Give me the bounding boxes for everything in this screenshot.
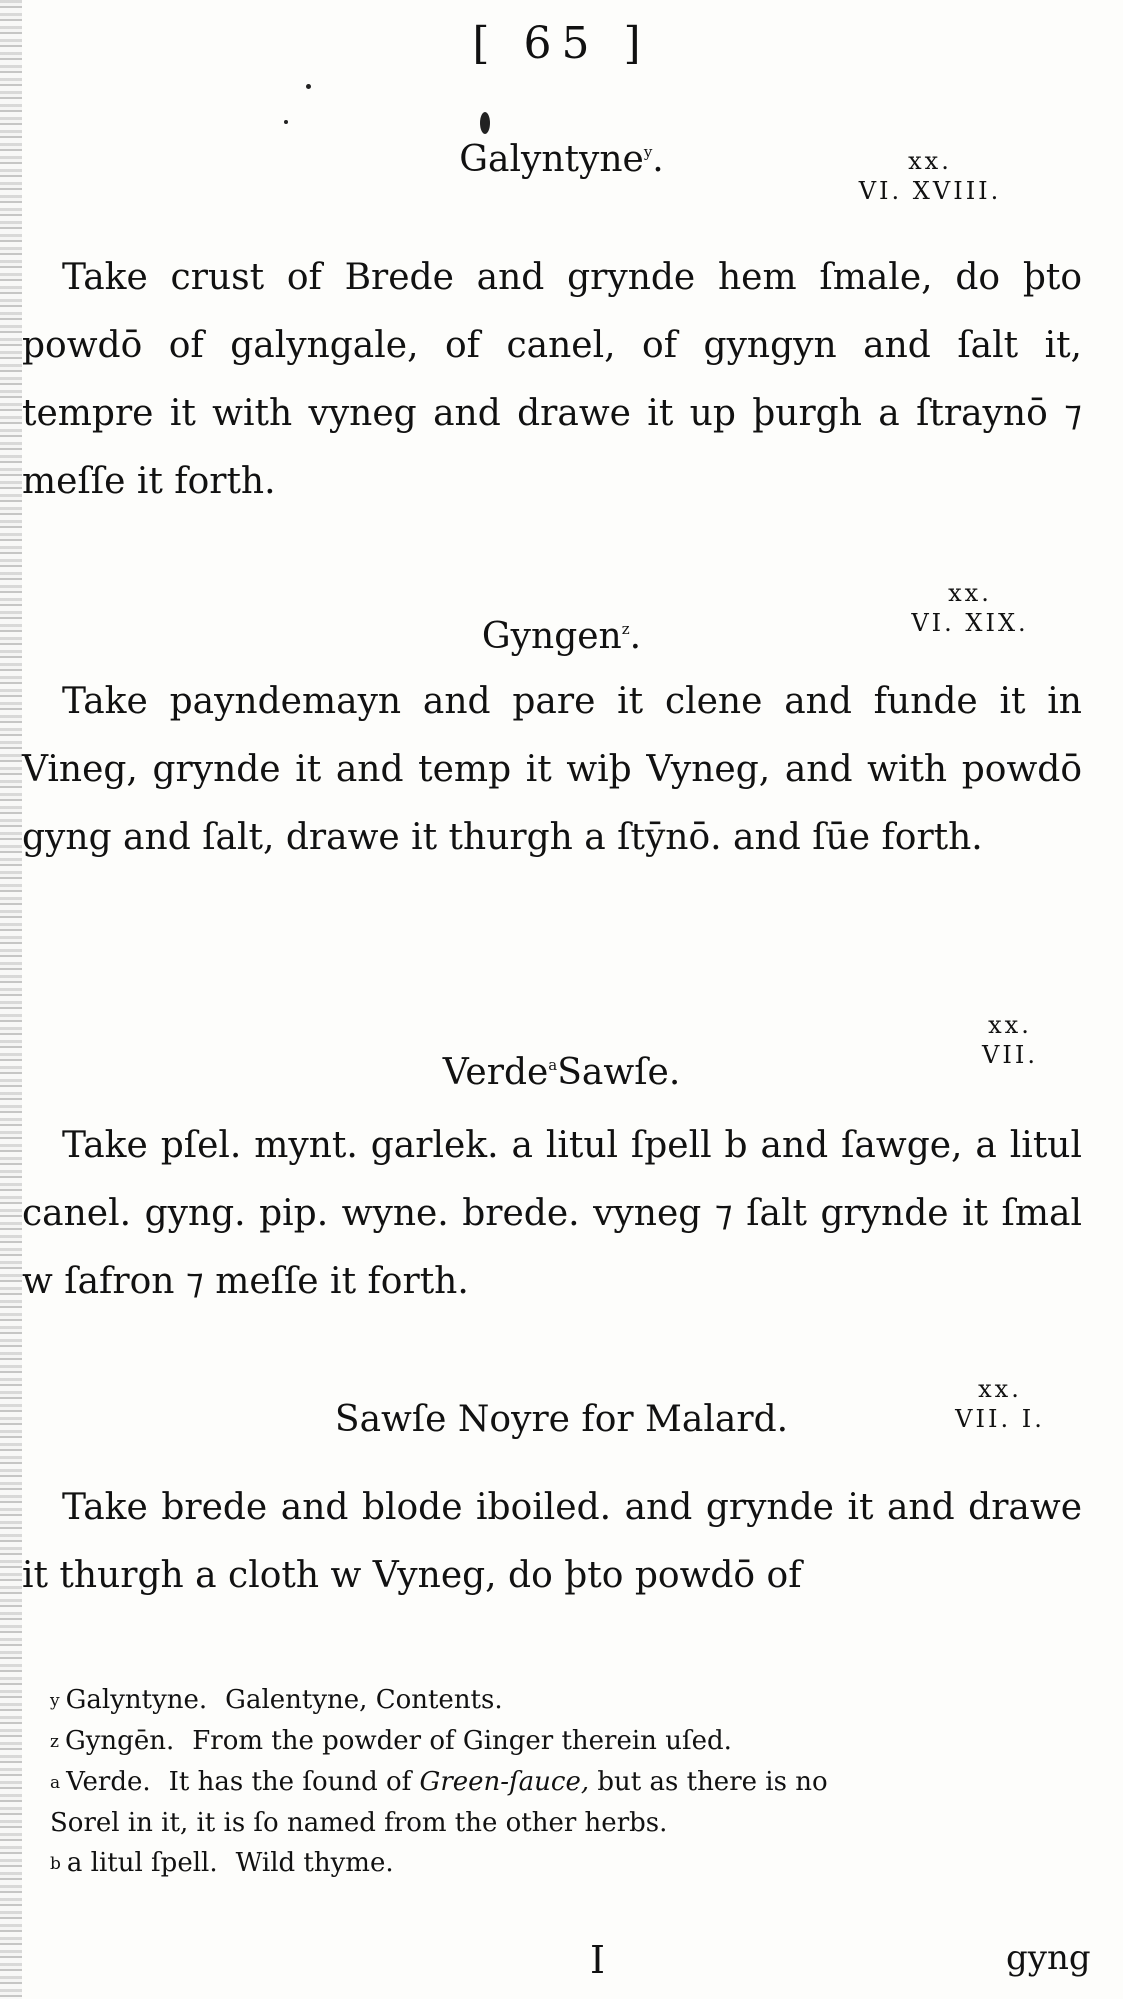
footnote: a Verde. It has the ſound of Green-ſauce, but as there is no bbox=[50, 1767, 828, 1797]
chapter-number: xx. VI. XVIII. bbox=[858, 147, 1002, 205]
note-mark: y bbox=[643, 143, 653, 161]
chapter-number: xx. VII. bbox=[982, 1011, 1038, 1069]
recipe-text: Take brede and blode iboiled. and grynde it and drawe it thurgh a cloth w Vyneg, do þto powdō of bbox=[22, 1487, 1082, 1596]
ink-speck bbox=[480, 112, 490, 134]
note-mark: a bbox=[548, 1056, 558, 1074]
ink-speck bbox=[306, 84, 311, 89]
footnote-continuation: Sorel in it, it is ſo named from the other herbs. bbox=[50, 1808, 668, 1838]
catchword: gyng bbox=[1006, 1938, 1091, 1978]
chapter-number: xx. VI. XIX. bbox=[911, 579, 1029, 637]
recipe-text: Take crust of Brede and grynde hem ſmale, do þto powdō of galyngale, of canel, of gyngyn and ſalt it, tempre it with vyneg and drawe it up þurgh a ſtraynō ⁊ meſſe it forth. bbox=[22, 257, 1082, 502]
footnote: z Gyngēn. From the powder of Ginger therein uſed. bbox=[50, 1726, 732, 1756]
book-binding-edge bbox=[0, 0, 22, 1999]
ink-speck bbox=[284, 120, 288, 124]
recipe-text: Take pſel. mynt. garlek. a litul ſpell b and ſawge, a litul canel. gyng. pip. wyne. brede. vyneg ⁊ ſalt grynde it ſmal w ſafron ⁊ meſſe it forth. bbox=[22, 1125, 1082, 1302]
recipe-text: Take payndemayn and pare it clene and funde it in Vineg, grynde it and temp it wiþ Vyneg, and with powdō gyng and ſalt, drawe it thurgh a ſtȳnō. and ſūe forth. bbox=[22, 681, 1082, 858]
footnote: b a litul ſpell. Wild thyme. bbox=[50, 1848, 394, 1878]
recipe-title: Galyntyne$^y$. bbox=[459, 139, 664, 180]
footnote: y Galyntyne. Galentyne, Contents. bbox=[50, 1685, 503, 1715]
recipe-title: Gyngen$^z$. bbox=[481, 616, 642, 657]
recipe-title: Sawſe Noyre for Malard. bbox=[334, 1399, 789, 1440]
recipe-title: Verde$^a$Sawſe. bbox=[442, 1052, 681, 1093]
signature-mark: I bbox=[590, 1938, 606, 1982]
footnotes bbox=[50, 1680, 1100, 1884]
page-number: [ 65 ] bbox=[472, 18, 651, 69]
chapter-number: xx. VII. I. bbox=[955, 1375, 1045, 1433]
note-mark: z bbox=[621, 620, 630, 638]
